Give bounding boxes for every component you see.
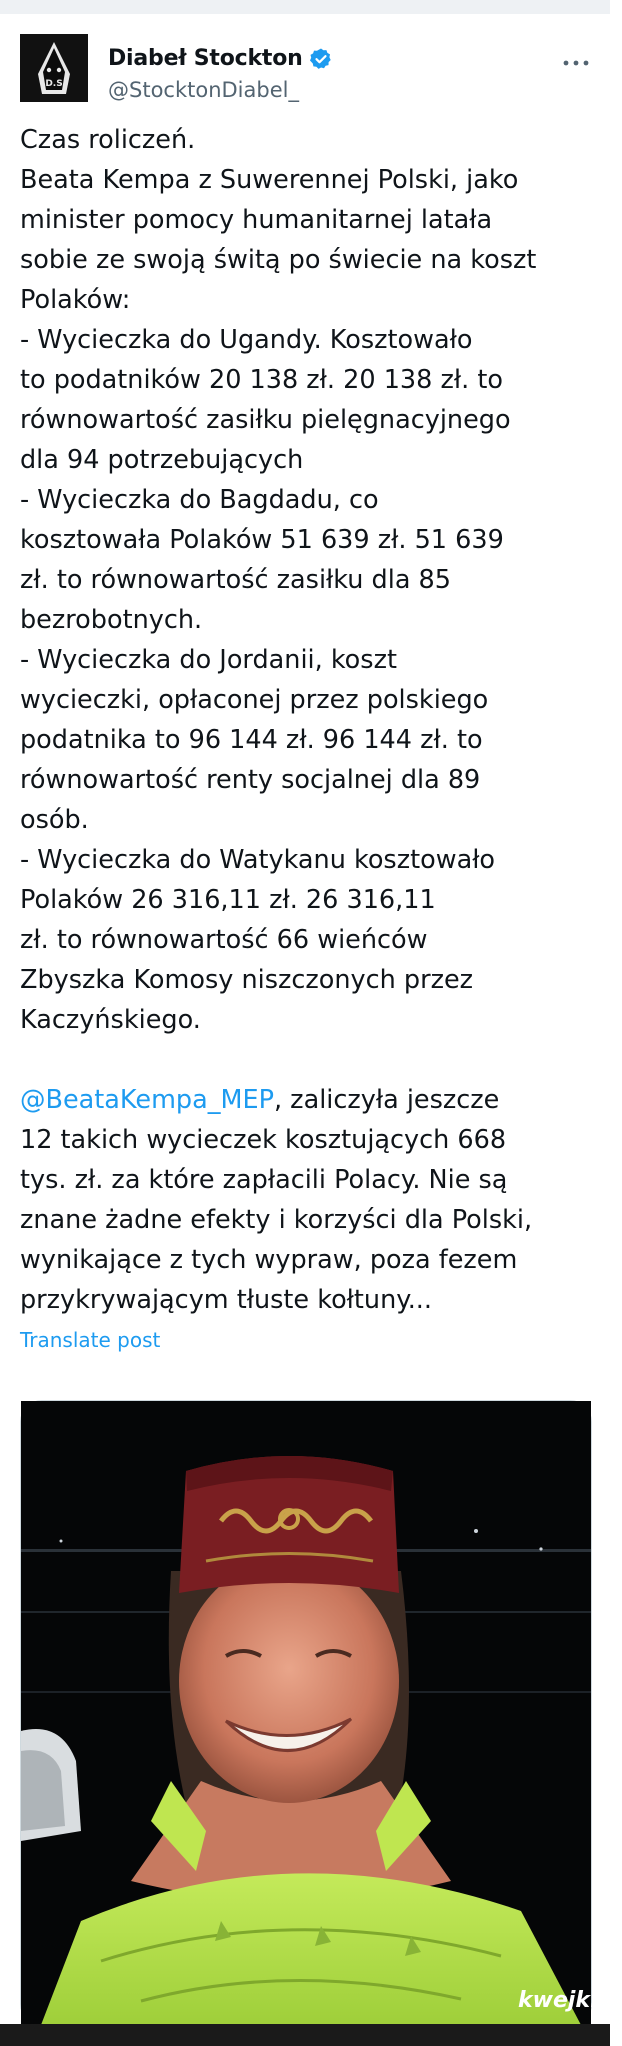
tweet-line: wycieczki, opłaconej przez polskiego: [20, 685, 489, 715]
tweet-line: bezrobotnych.: [20, 605, 203, 635]
avatar-hooded-figure-icon: [20, 34, 88, 102]
tweet-line: - Wycieczka do Ugandy. Kosztowało: [20, 325, 473, 355]
paragraph-gap: [20, 1040, 595, 1080]
bottom-strip: [0, 2024, 610, 2046]
tweet-line: przykrywającym tłuste kołtuny...: [20, 1285, 433, 1315]
tweet-line: zł. to równowartość 66 wieńców: [20, 925, 428, 955]
tweet-line: podatnika to 96 144 zł. 96 144 zł. to: [20, 725, 483, 755]
tweet-line: - Wycieczka do Watykanu kosztowało: [20, 845, 496, 875]
author-handle[interactable]: @StocktonDiabel_: [108, 78, 299, 102]
watermark-logo: kwejk.pl: [518, 1988, 622, 2013]
tweet-line: - Wycieczka do Jordanii, koszt: [20, 645, 397, 675]
tweet-line: sobie ze swoją świtą po świecie na koszt: [20, 245, 537, 275]
tweet-text: [20, 120, 595, 1320]
tweet-line: - Wycieczka do Bagdadu, co: [20, 485, 379, 515]
tweet-line: równowartość renty socjalnej dla 89: [20, 765, 481, 795]
tweet-line: kosztowała Polaków 51 639 zł. 51 639: [20, 525, 504, 555]
svg-text:D.S: D.S: [45, 79, 63, 89]
tweet-line: Beata Kempa z Suwerennej Polski, jako: [20, 165, 519, 195]
tweet-line: równowartość zasiłku pielęgnacyjnego: [20, 405, 511, 435]
tweet-line: wynikające z tych wypraw, poza fezem: [20, 1245, 518, 1275]
mention-link[interactable]: @BeataKempa_MEP: [20, 1085, 274, 1115]
tweet-line: zł. to równowartość zasiłku dla 85: [20, 565, 451, 595]
tweet-line-rest: , zaliczyła jeszcze: [273, 1085, 500, 1115]
verified-badge-icon: [309, 47, 333, 71]
tweet-line: znane żadne efekty i korzyści dla Polski,: [20, 1205, 533, 1235]
photo-woman-in-fez: [21, 1401, 591, 2025]
tweet-line: tys. zł. za które zapłacili Polacy. Nie są: [20, 1165, 508, 1195]
tweet-line-with-mention: [20, 1080, 595, 1120]
tweet-line: dla 94 potrzebujących: [20, 445, 304, 475]
author-name-row: [108, 46, 333, 71]
tweet-line: Czas roliczeń.: [20, 125, 196, 155]
avatar[interactable]: [20, 34, 88, 102]
tweet-line: to podatników 20 138 zł. 20 138 zł. to: [20, 365, 503, 395]
tweet-line: osób.: [20, 805, 89, 835]
translate-post-link[interactable]: Translate post: [20, 1328, 161, 1352]
tweet-photo[interactable]: [20, 1400, 592, 2026]
tweet-line: minister pomocy humanitarnej latała: [20, 205, 493, 235]
tweet-line: Kaczyńskiego.: [20, 1005, 201, 1035]
more-options-icon[interactable]: [562, 58, 590, 68]
tweet-line: Polaków 26 316,11 zł. 26 316,11: [20, 885, 436, 915]
tweet-line: Zbyszka Komosy niszczonych przez: [20, 965, 474, 995]
tweet-line: 12 takich wycieczek kosztujących 668: [20, 1125, 507, 1155]
tweet-line: Polaków:: [20, 285, 131, 315]
display-name[interactable]: Diabeł Stockton: [108, 46, 303, 71]
top-strip: [0, 0, 610, 14]
